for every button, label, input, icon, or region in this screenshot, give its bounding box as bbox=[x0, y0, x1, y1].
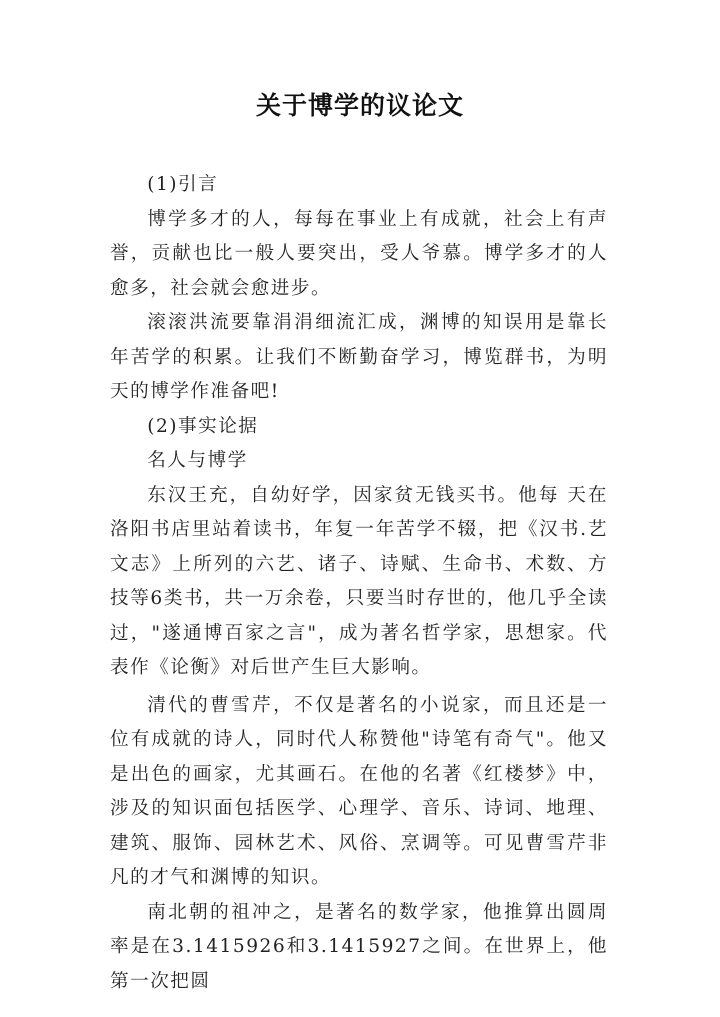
paragraph-erudition-benefit: 博学多才的人，每每在事业上有成就，社会上有声誉，贡献也比一般人要突出，受人爷慕。博学多才的人愈多，社会就会愈进步。 bbox=[110, 208, 608, 299]
document-title: 关于博学的议论文 bbox=[255, 91, 464, 120]
section-heading-evidence: (2)事实论据 bbox=[147, 415, 259, 437]
paragraph-accumulation: 滚滚洪流要靠涓涓细流汇成，渊博的知误用是靠长年苦学的积累。让我们不断勤奋学习，博览群书，为明天的博学作准备吧! bbox=[110, 312, 608, 402]
paragraph-cao-xueqin: 清代的曹雪芹，不仅是著名的小说家，而且还是一位有成就的诗人，同时代人称赞他"诗笔有奇气"。他又是出色的画家，尤其画石。在他的名著《红楼梦》中，涉及的知识面包括医学、心理学、音乐、诗词、地理、建筑、服饰、园林艺术、风俗、烹调等。可见曹雪芹非凡的才气和渊博的知识。 bbox=[110, 694, 608, 888]
subheading-famous-people: 名人与博学 bbox=[147, 450, 248, 471]
paragraph-wang-chong: 东汉王充，自幼好学，因家贫无钱买书。他每 天在洛阳书店里站着读书，年复一年苦学不辍，把《汉书.艺文志》上所列的六艺、诸子、诗赋、生命书、术数、方技等6类书，共一万余卷，只要当时存世的，他几乎全读过，"遂通博百家之言"，成为著名哲学家，思想家。代表作《论衡》对后世产生巨大影响。 bbox=[110, 484, 608, 678]
section-heading-intro: (1)引言 bbox=[147, 174, 219, 195]
document-body bbox=[110, 168, 608, 999]
paragraph-zu-chongzhi: 南北朝的祖冲之，是著名的数学家，他推算出圆周率是在3.1415926和3.1415927之间。在世界上，他第一次把圆 bbox=[110, 901, 608, 992]
